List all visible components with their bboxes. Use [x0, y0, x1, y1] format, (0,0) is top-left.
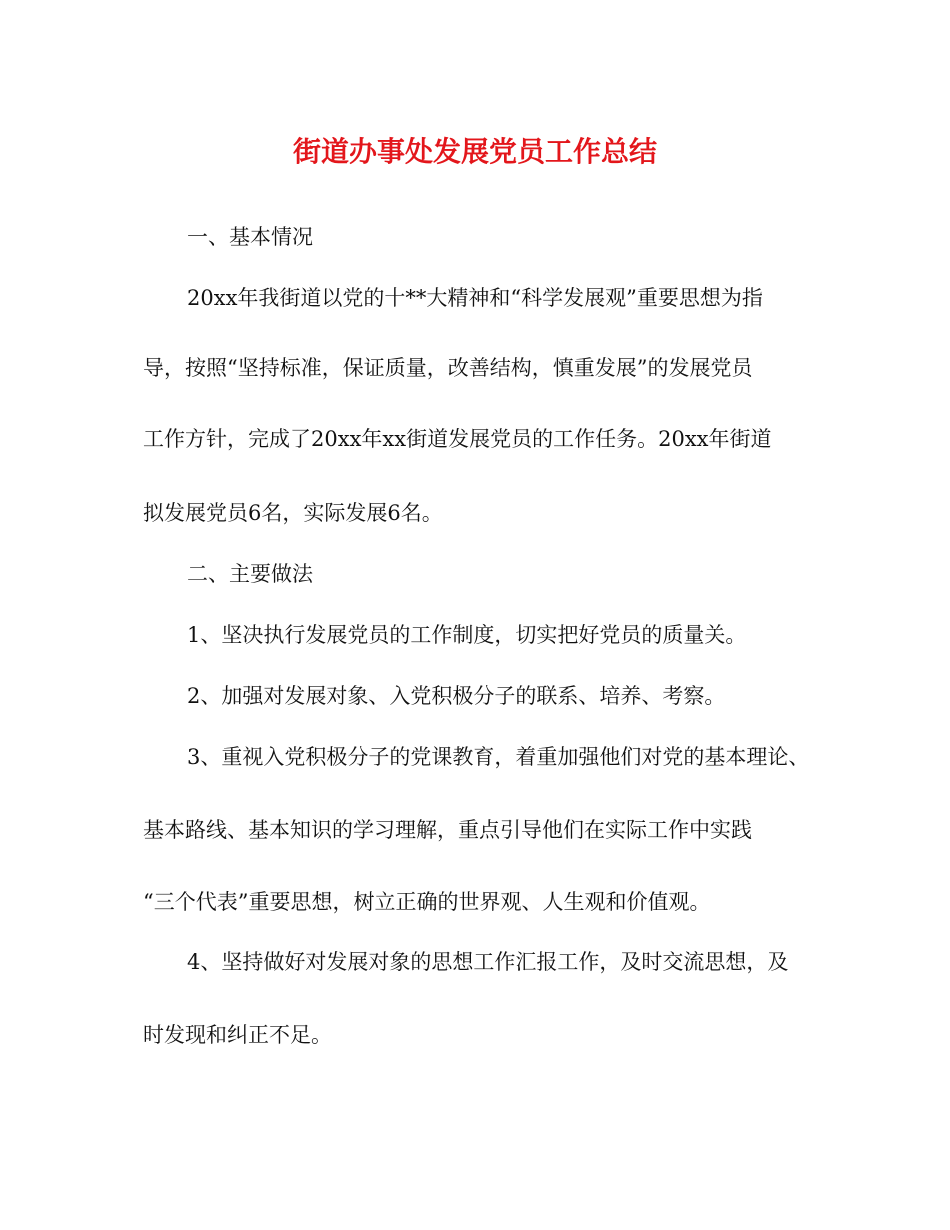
paragraph-line: “三个代表”重要思想，树立正确的世界观、人生观和价值观。	[143, 890, 711, 914]
paragraph-line: 导，按照“坚持标准，保证质量，改善结构，慎重发展”的发展党员	[143, 356, 753, 380]
paragraph-line: 基本路线、基本知识的学习理解，重点引导他们在实际工作中实践	[143, 818, 752, 842]
paragraph-line: 工作方针，完成了20xx年xx街道发展党员的工作任务。20xx年街道	[143, 427, 772, 451]
section-heading-methods: 二、主要做法	[187, 562, 313, 586]
paragraph-line: 时发现和纠正不足。	[143, 1023, 332, 1047]
document-title: 街道办事处发展党员工作总结	[292, 135, 657, 168]
paragraph-line: 20xx年我街道以党的十**大精神和“科学发展观”重要思想为指	[187, 286, 763, 310]
list-item: 3、重视入党积极分子的党课教育，着重加强他们对党的基本理论、	[187, 745, 810, 769]
list-item: 4、坚持做好对发展对象的思想工作汇报工作，及时交流思想，及	[187, 950, 789, 974]
list-item: 2、加强对发展对象、入党积极分子的联系、培养、考察。	[187, 684, 726, 708]
section-heading-basic: 一、基本情况	[187, 225, 313, 249]
list-item: 1、坚决执行发展党员的工作制度，切实把好党员的质量关。	[187, 623, 747, 647]
paragraph-line: 拟发展党员6名，实际发展6名。	[143, 501, 443, 525]
